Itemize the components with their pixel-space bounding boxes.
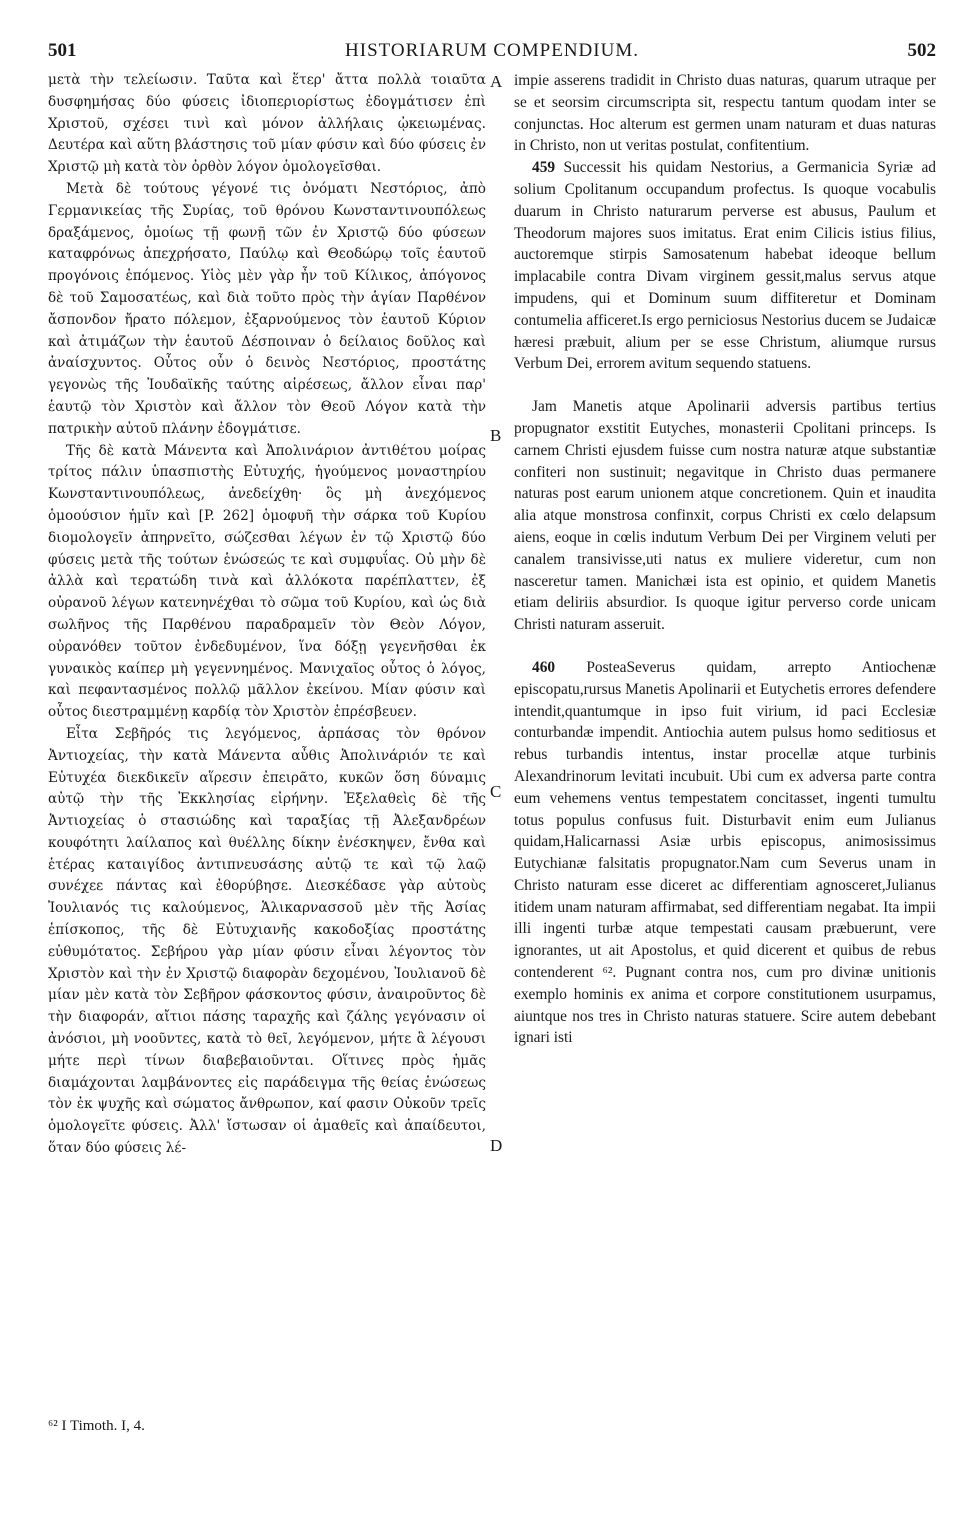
margin-marker-a: A [490, 72, 503, 91]
latin-paragraph-2 [514, 157, 936, 375]
latin-column [514, 70, 936, 1049]
greek-column [48, 70, 486, 1160]
greek-paragraph-2: Μετὰ δὲ τούτους γέγονέ τις ὀνόματι Νεστόριος, ἀπὸ Γερμανικείας τῆς Συρίας, τοῦ θρόνου Κωνσταντινουπόλεως δραξάμενος, ὁμοίως τῇ φωνῇ τῶν ἐν Χριστῷ δύο φύσεων καταφρόνως ἀπεχρήσατο, Παύλῳ καὶ Θεοδώρῳ τοῖς ἑαυτοῦ προγόνοις ἑπόμενος. Υἱὸς μὲν γὰρ ἦν τοῦ Κίλικος, ἀπόγονος δὲ τοῦ Σαμοσατέως, καὶ διὰ τοῦτο πρὸς τὴν ἁγίαν Παρθένον ἄσπονδον ἤρατο πόλεμον, ἐξαρνούμενος τὸν ἑαυτοῦ Κύριον καὶ ἀτιμάζων τὴν ἑαυτοῦ Δέσποιναν ὁ δείλαιος δοῦλος καὶ ἀναίσχυντος. Οὗτος οὖν ὁ δεινὸς Νεστόριος, προστάτης γεγονὼς τῆς Ἰουδαϊκῆς ταύτης αἱρέσεως, ἄλλον εἶναι παρ' ἑαυτῷ τὸν Χριστὸν καὶ ἄλλον τὸν Θεοῦ Λόγον κατὰ τὴν πατρικὴν αὐτοῦ πλάνην ἐδογμάτισε. [48, 180, 486, 437]
footnote: ⁶² I Timoth. I, 4. [48, 1418, 145, 1434]
latin-paragraph-4-text: PosteaSeverus quidam, arrepto Antiochenæ episcopatu,rursus Manetis Apolinarii et Eutychetis errores defendere intendit,quantumque in ipso fuit virium, id paci Ecclesiæ conturbandæ impendit. Antiochia autem pulsus homo seditiosus et rebus turbandis intentus, instar procellæ atque turbinis Alexandrinorum levitati incubuit. Ubi cum ex adversa parte contra eum vehemens ventus tempestatem concitasset, ingenti tumultu totus populus confusus fuit. Disturbavit enim eum Julianus quidam,Halicarnassi Asiæ urbis episcopus, animosissimus Eutychianæ falsitatis propugnator.Nam cum Severus unam in Christo naturam esse diceret ac differentiam agnosceret,Julianus itidem unam naturam affirmabat, sed differentiam negabat. Ita impii illi ingenti turbæ atque tempestati causam præbuerunt, vere ignorantes, ut ait Apostolus, et quid dicerent et quibus de rebus contenderent ⁶². Pugnant contra nos, cum pro divinæ unitionis exemplo hominis ex anima et corpore constitutionem usurpamus, aiuntque nos tres in Christo naturas statuere. Scire autem debebant ignari isti [514, 658, 936, 1047]
greek-paragraph-3: Τῆς δὲ κατὰ Μάνεντα καὶ Ἀπολινάριον ἀντιθέτου μοίρας τρίτος πάλιν ὑπασπιστὴς Εὐτυχής, ἡγούμενος μοναστηρίου Κωνσταντινουπόλεως, ἀνεδείχθη· ὃς μὴ ἀνεχόμενος ὁμοούσιον ἡμῖν καὶ [P. 262] ὁμοφυῆ τὴν σάρκα τοῦ Κυρίου διομολογεῖν ἀπηρνεῖτο, σώζεσθαι λέγων ἐν τῷ Χριστῷ δύο φύσεις μετὰ τῆς τούτων ἑνώσεώς τε καὶ συμφυΐας. Οὐ μὴν δὲ ἀλλὰ καὶ τερατώδη τινὰ καὶ ἀλλόκοτα παρέπλαττεν, ἐξ οὐρανοῦ λέγων κατενηνέχθαι τὸ σῶμα τοῦ Κυρίου, καὶ ὡς διὰ σωλῆνος τῆς Παρθένου παραδραμεῖν τὸν Θεὸν Λόγον, οὐρανόθεν τοῦτον ἐνδεδυμένον, ἵνα δόξῃ γεγενῆσθαι ἐκ γυναικὸς καίπερ μὴ γεγεννημένος. Μανιχαῖος οὗτος ὁ λόγος, καὶ πεφαντασμένος πολλῷ μᾶλλον ἐκείνου. Μίαν φύσιν καὶ οὗτος διεστραμμένῃ καρδίᾳ τὸν Χριστὸν ἐπρέσβευεν. [48, 442, 486, 721]
margin-marker-b: B [490, 426, 502, 445]
page-header [48, 40, 936, 66]
latin-paragraph-4 [514, 657, 936, 1049]
margin-marker-d: D [490, 1136, 503, 1155]
margin-marker-c: C [490, 782, 502, 801]
section-number-460: 460 [532, 658, 556, 676]
latin-paragraph-2-text: Successit his quidam Nestorius, a Germanicia Syriæ ad solium Cpolitanum occupandum profectus. Is quoque vocabulis duarum in Christo naturarum perverse est abusus, Paulum et Theodorum majores suos imitatus. Erat enim Cilicis istius filius, auctoremque stirpis Samosatenum habebat ideoque bellum implacabile contra Divam virginem gessit,malus servus atque impudens, qui et Dominum suum diffiteretur et Dominam contumelia afficeret.Is ergo perniciosus Nestorius ducem se Judaicæ hæresi præbuit, alium per se esse Christum, aliumque rursus Verbum Dei, errorem avitum sequendo statuens. [514, 159, 936, 373]
page-number-left: 501 [48, 40, 77, 61]
page-number-right: 502 [907, 40, 936, 61]
section-number-459: 459 [532, 159, 556, 177]
latin-paragraph-1: impie asserens tradidit in Christo duas naturas, quarum utraque per se et seorsim circumscripta sit, respectu tantum quodam inter se conjunctas. Hoc alterum est germen unam naturam et duas naturas in Christo, non ut veritas postulat, confitentium. [514, 72, 936, 155]
greek-paragraph-4: Εἶτα Σεβῆρός τις λεγόμενος, ἁρπάσας τὸν θρόνον Ἀντιοχείας, τὴν κατὰ Μάνεντα αὖθις Ἀπολινάριόν τε καὶ Εὐτυχέα διεκδικεῖν αἵρεσιν ἐπειρᾶτο, κυκῶν ὅση δύναμις αὐτῷ τὴν τῆς Ἐκκλησίας εἰρήνην. Ἐξελαθεὶς δὲ τῆς Ἀντιοχείας ὁ στασιώδης καὶ ταραξίας τῇ Ἀλεξανδρέων κουφότητι λαίλαπος καὶ θυέλλης δίκην ἐνέσκηψεν, ἔνθα καὶ ἑτέρας καταιγίδος ἀντιπνευσάσης αὐτῷ τε καὶ τῷ λαῷ συνέχεε πάντας καὶ ἐθορύβησε. Διεσκέδασε γὰρ αὐτοὺς Ἰουλιανός τις καλούμενος, Ἁλικαρνασσοῦ μὲν τῆς Ἀσίας ἐπίσκοπος, τῆς δὲ Εὐτυχιανῆς κακοδοξίας προστάτης εὐθυμότατος. Σεβήρου γὰρ μίαν φύσιν εἶναι λέγοντος τὸν Χριστὸν καὶ τὴν ἐν Χριστῷ διαφορὰν δεχομένου, Ἰουλιανοῦ δὲ μίαν μὲν κατὰ τὸν Σεβῆρον φάσκοντος φύσιν, ἀναιροῦντος δὲ τὴν διαφοράν, αἴτιοι πάσης ταραχῆς καὶ ζάλης γεγόνασιν οἱ ἀνόσιοι, μὴ νοοῦντες, κατὰ τὸ θεῖ, λεγόμενον, μήτε ἃ λέγουσι μήτε περὶ τίνων διαβεβαιοῦνται. Οἵτινες πρὸς ἡμᾶς διαμάχονται λαμβάνοντες εἰς παράδειγμα τῆς θείας ἑνώσεως τὸν ἐκ ψυχῆς καὶ σώματος ἄνθρωπον, καί φασιν Οὐκοῦν τρεῖς ὁμολογεῖτε φύσεις. Ἀλλ' ἴστωσαν οἱ ἀμαθεῖς καὶ ἀπαίδευτοι, ὅταν δύο φύσεις λέ- [48, 725, 486, 1157]
running-title: HISTORIARUM COMPENDIUM. [345, 40, 639, 61]
greek-paragraph-1: μετὰ τὴν τελείωσιν. Ταῦτα καὶ ἕτερ' ἄττα πολλὰ τοιαῦτα δυσφημήσας δύο φύσεις ἰδιοπεριορίστως ἐδογμάτισεν ἐπὶ Χριστοῦ, σχέσει τινὶ καὶ μόνον ἀλλήλαις ᾠκειωμένας. Δευτέρα καὶ αὕτη βλάστησις τοῦ μίαν φύσιν καὶ δύο φύσεις ἐν Χριστῷ μὴ κατὰ τὸν ὀρθὸν λόγον ὁμολογεῖσθαι. [48, 72, 486, 176]
latin-paragraph-3: Jam Manetis atque Apolinarii adversis partibus tertius propugnator exstitit Eutyches, monasterii Cpolitani princeps. Is carnem Christi ejusdem fuisse cum nostra naturæ atque substantiæ confiteri non sustinuit; negavitque in Christo duas permanere naturas post earum unionem atque concretionem. Quin et inaudita alia atque monstrosa confinxit, corpus Christi ex cœlo delapsum aiens, eoque in cœlis indutum Verbum Dei per Virginem veluti per canalem transivisse,uti natus ex muliere videretur, cum non nasceretur tamen. Manichæi ista est opinio, et quidem Manetis etiam deliriis absurdior. Is quoque igitur perverso corde unicam Christi naturam asseruit. [514, 398, 936, 634]
